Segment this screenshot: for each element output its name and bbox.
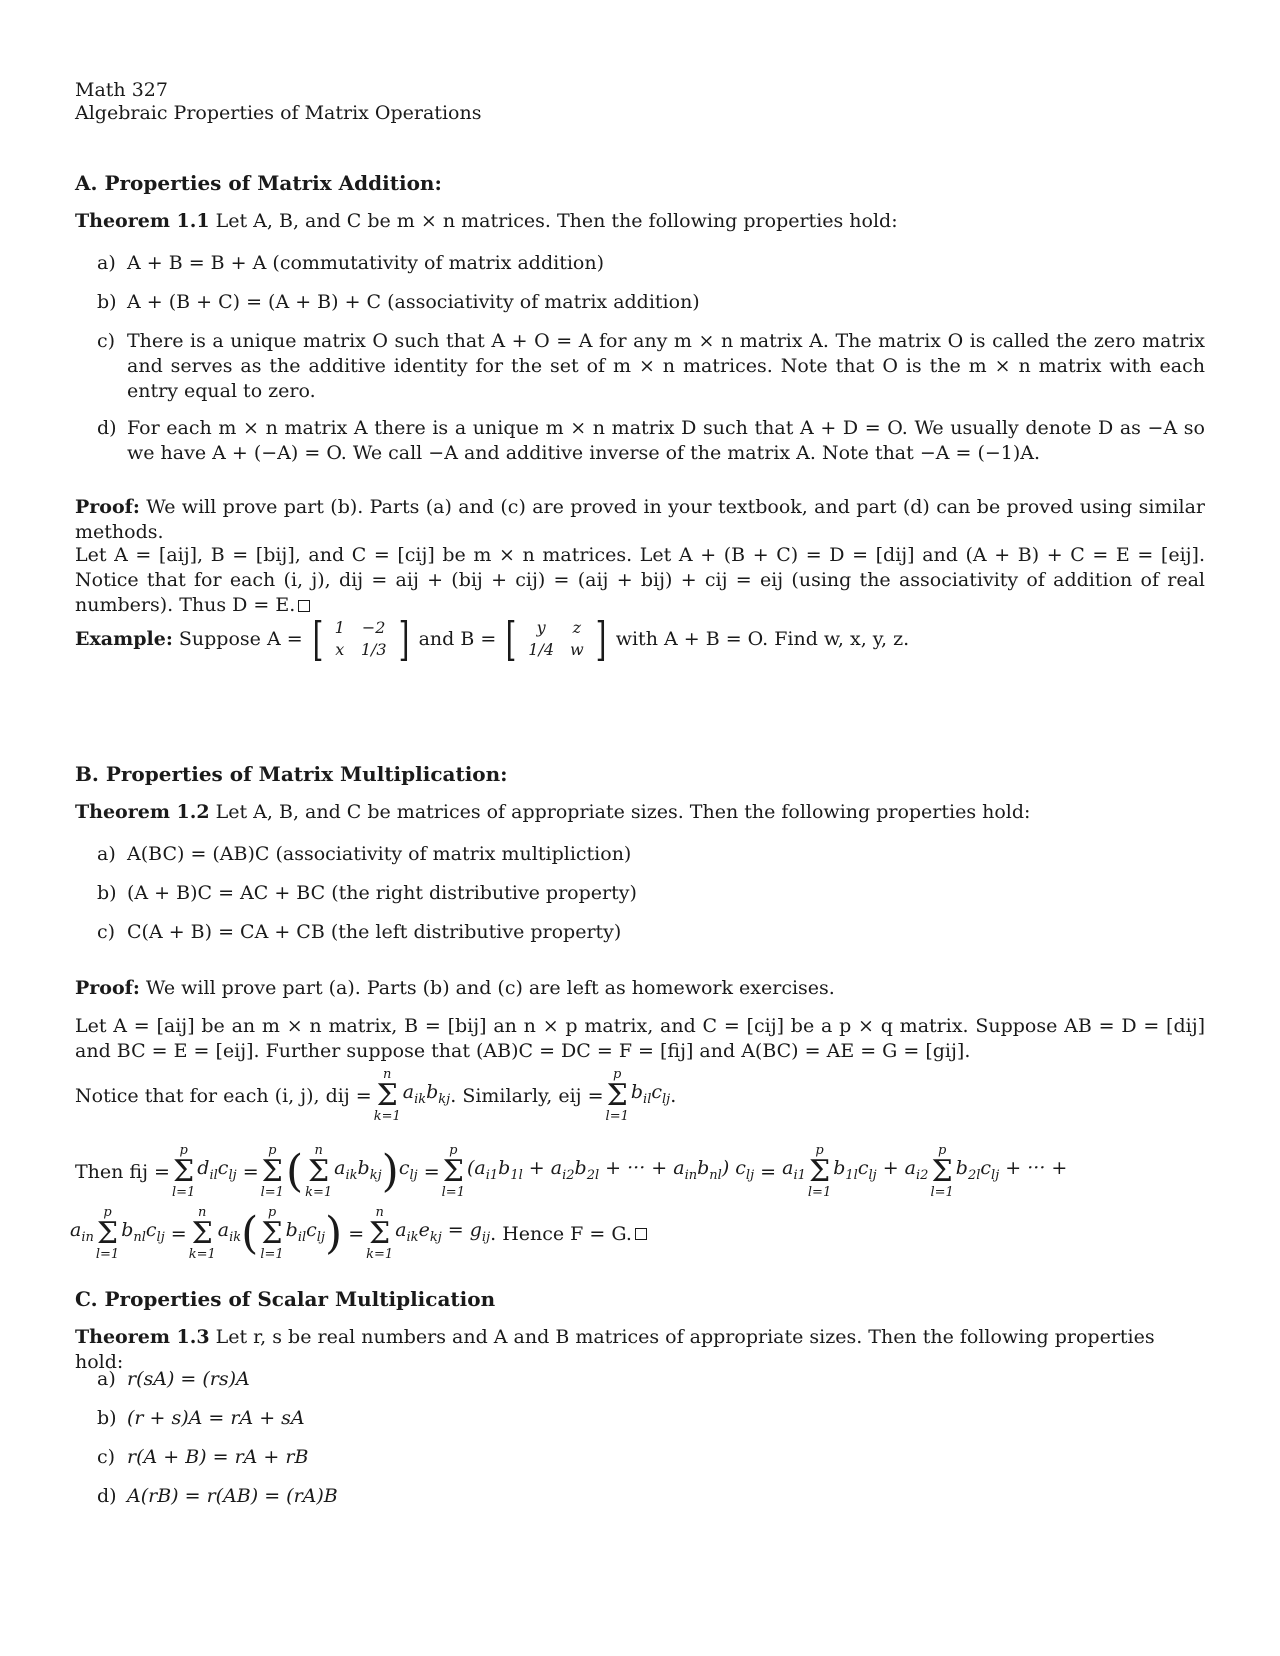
then-line: Then fij = p Σ l=1 $d_{il}c_{lj}$ = p Σ l=1 ( n Σ k=1 $a_{ik}b_{kj}$ ) $c_{lj}$ = p Σ l=1 ($a_{i1}b_{1l} + a_{i2}b_{2l}$ + ··· + $a_{in}b_{nl}$) $c_{lj}$ = $a_{i1}$ p Σ l=1 $b_{1l}c_{lj} + a_{i2}$ p Σ l=1 $b_{2l}c_{lj}$ + ··· + xyxy=(75,1143,1068,1200)
section-c-heading: C. Properties of Scalar Multiplication xyxy=(75,1287,496,1311)
sum-symbol: n Σ k=1 xyxy=(373,1067,401,1124)
proof-1-1-body xyxy=(75,543,1205,618)
proof-text: We will prove part (b). Parts (a) and (c) are proved in your textbook, and part (d) can be proved using similar methods. xyxy=(75,496,1205,543)
item-label: c) xyxy=(97,330,116,352)
matrix-b-cell: 1/4 xyxy=(528,640,555,659)
derivation-line-2: $a_{in}$ p Σ l=1 $b_{nl}c_{lj}$ = n Σ k=1 $a_{ik}$ ( p Σ l=1 $b_{il}c_{lj}$ ) = n Σ k=1 $a_{ik}e_{kj} = g_{ij}$ . Hence F = G. xyxy=(70,1206,1200,1262)
matrix-a-cell: −2 xyxy=(361,618,386,637)
item-text: (A + B)C = AC + BC (the right distributive property) xyxy=(127,882,637,904)
proof-1-1-intro xyxy=(75,495,1205,545)
example-label: Example: xyxy=(75,627,173,650)
theorem-1-1-item-b xyxy=(97,290,1205,315)
theorem-1-3-item-c xyxy=(97,1445,1205,1470)
matrix-a: [ 1 −2 x 1/3 ] xyxy=(312,612,409,666)
example-post: with A + B = O. Find w, x, y, z. xyxy=(615,627,910,650)
item-text: A + B = B + A (commutativity of matrix addition) xyxy=(127,252,604,274)
course-name: Math 327 xyxy=(75,79,168,101)
section-a-heading: A. Properties of Matrix Addition: xyxy=(75,171,442,195)
theorem-1-3-item-a xyxy=(97,1367,1205,1392)
item-label: a) xyxy=(97,252,116,274)
sum-symbol: n Σ k=1 xyxy=(305,1143,333,1200)
item-text: (r + s)A = rA + sA xyxy=(127,1407,305,1429)
proof-label: Proof: xyxy=(75,977,140,999)
theorem-1-3-text: Let r, s be real numbers and A and B matrices of appropriate sizes. Then the following properties hold: xyxy=(75,1326,1155,1373)
proof-1-2-intro xyxy=(75,976,1205,1001)
notice-line: Notice that for each (i, j), dij = n Σ k=1 $a_{ik}b_{kj}$ . Similarly, eij = p Σ l=1 $b_{il}c_{lj}$ . xyxy=(75,1067,677,1124)
theorem-1-3-item-d xyxy=(97,1484,1205,1509)
hence-text: Hence F = G. xyxy=(502,1222,632,1245)
theorem-1-3-label: Theorem 1.3 xyxy=(75,1326,210,1348)
matrix-b-cell: y xyxy=(536,618,546,637)
matrix-a-cell: 1/3 xyxy=(360,640,387,659)
section-b-heading: B. Properties of Matrix Multiplication: xyxy=(75,762,508,786)
sum-symbol: n Σ k=1 xyxy=(366,1205,394,1262)
item-label: c) xyxy=(97,1446,116,1468)
theorem-1-1-label: Theorem 1.1 xyxy=(75,210,210,232)
theorem-1-2-text: Let A, B, and C be matrices of appropriate sizes. Then the following properties hold: xyxy=(215,801,1031,823)
item-text: There is a unique matrix O such that A + O = A for any m × n matrix A. The matrix O is called the zero matrix and serves as the additive identity for the set of m × n matrices. Note that O is the m × n matrix with each entry equal to zero. xyxy=(127,330,1205,402)
sum-symbol: p Σ l=1 xyxy=(95,1205,120,1262)
example-mid: and B = xyxy=(418,627,497,650)
item-label: c) xyxy=(97,921,116,943)
item-label: b) xyxy=(97,882,117,904)
notice-text: Notice that for each (i, j), dij = xyxy=(75,1084,372,1107)
sum-symbol: p Σ l=1 xyxy=(807,1143,832,1200)
item-text: r(sA) = (rs)A xyxy=(127,1368,250,1390)
item-label: b) xyxy=(97,291,117,313)
matrix-a-cell: x xyxy=(335,640,345,659)
theorem-1-1-item-d xyxy=(97,416,1205,466)
sum-symbol: p Σ l=1 xyxy=(441,1143,465,1200)
proof-1-2-body: Let A = [aij] be an m × n matrix, B = [bij] an n × p matrix, and C = [cij] be a p × q matrix. Suppose AB = D = [dij] and BC = E = [eij]. Further suppose that (AB)C = DC = F = [fij] and A(BC) = AE = G = [gij]. xyxy=(75,1015,1205,1062)
item-label: b) xyxy=(97,1407,117,1429)
matrix-b-cell: w xyxy=(570,640,584,659)
item-label: a) xyxy=(97,843,116,865)
item-text: A(rB) = r(AB) = (rA)B xyxy=(127,1485,338,1507)
item-label: a) xyxy=(97,1368,116,1390)
qed-icon xyxy=(635,1228,647,1240)
matrix-b: [ y z 1/4 w ] xyxy=(505,612,607,666)
theorem-1-1-item-a xyxy=(97,251,1205,276)
theorem-1-2-item-c xyxy=(97,920,1205,945)
document-title: Algebraic Properties of Matrix Operations xyxy=(75,102,482,124)
sum-symbol: p Σ l=1 xyxy=(171,1143,196,1200)
item-label: d) xyxy=(97,417,117,439)
notice-mid: Similarly, eij = xyxy=(462,1084,604,1107)
item-text: A(BC) = (AB)C (associativity of matrix multipliction) xyxy=(127,843,632,865)
sum-symbol: p Σ l=1 xyxy=(605,1067,629,1124)
sum-symbol: p Σ l=1 xyxy=(260,1143,284,1200)
example-pre: Suppose A = xyxy=(178,627,303,650)
sum-symbol: n Σ k=1 xyxy=(188,1205,216,1262)
theorem-1-1-text: Let A, B, and C be m × n matrices. Then the following properties hold: xyxy=(215,210,898,232)
item-text: C(A + B) = CA + CB (the left distributive property) xyxy=(127,921,622,943)
theorem-1-2-label: Theorem 1.2 xyxy=(75,801,210,823)
sum-symbol: p Σ l=1 xyxy=(930,1143,954,1200)
proof-body-text: Let A = [aij], B = [bij], and C = [cij] be m × n matrices. Let A + (B + C) = D = [dij] and (A + B) + C = E = [eij]. Notice that for each (i, j), dij = aij + (bij + cij) = (aij + bij) + cij = eij (using the associativity of addition of real numbers). Thus D = E. xyxy=(75,544,1205,616)
theorem-1-2 xyxy=(75,800,1205,825)
theorem-1-2-item-b xyxy=(97,881,1205,906)
theorem-1-1-item-c xyxy=(97,329,1205,404)
theorem-1-3-item-b xyxy=(97,1406,1205,1431)
item-text: r(A + B) = rA + rB xyxy=(127,1446,309,1468)
item-text: A + (B + C) = (A + B) + C (associativity of matrix addition) xyxy=(127,291,700,313)
item-label: d) xyxy=(97,1485,117,1507)
sum-symbol: p Σ l=1 xyxy=(260,1205,284,1262)
proof-label: Proof: xyxy=(75,496,140,518)
item-text: For each m × n matrix A there is a unique m × n matrix D such that A + D = O. We usually denote D as −A so we have A + (−A) = O. We call −A and additive inverse of the matrix A. Note that −A = (−1)A. xyxy=(127,417,1205,464)
then-label: Then fij = xyxy=(75,1160,170,1183)
matrix-a-cell: 1 xyxy=(334,618,345,637)
qed-icon xyxy=(298,600,310,612)
example-1 xyxy=(75,612,1205,666)
theorem-1-1 xyxy=(75,209,1205,234)
proof-text: We will prove part (a). Parts (b) and (c) are left as homework exercises. xyxy=(145,977,835,999)
matrix-b-cell: z xyxy=(572,618,582,637)
theorem-1-2-item-a xyxy=(97,842,1205,867)
